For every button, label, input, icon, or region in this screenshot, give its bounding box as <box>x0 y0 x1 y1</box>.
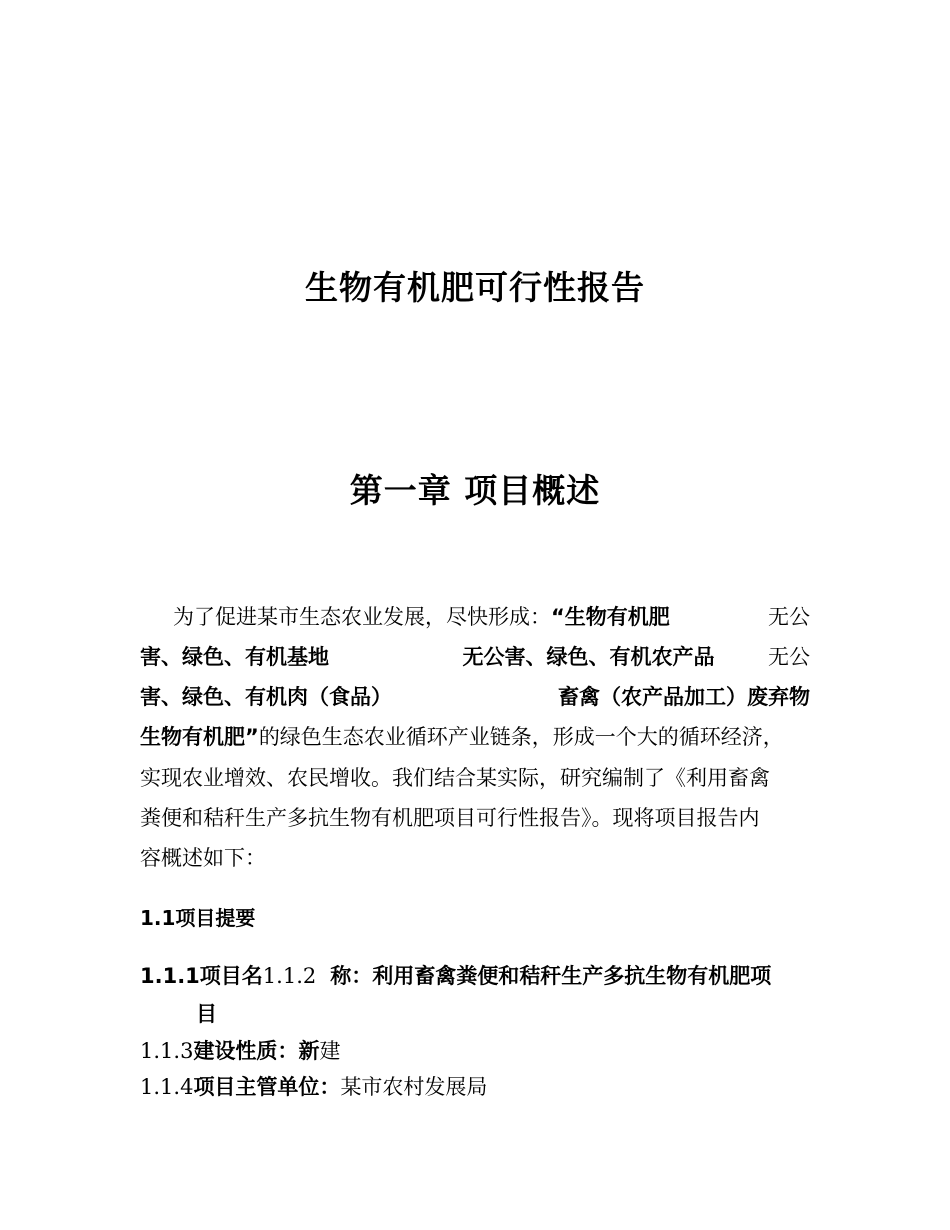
item-label: 称： <box>330 964 373 988</box>
item-label: 项目主管单位： <box>193 1075 341 1099</box>
intro-line-5: 实现农业增效、农民增收。我们结合某实际，研究编制了《利用畜禽 <box>140 766 770 790</box>
item-project-name-cont <box>196 999 217 1029</box>
intro-chain-text: 畜禽（农产品加工）废弃物 <box>558 685 810 709</box>
item-value: 新 <box>298 1039 320 1063</box>
item-value: 建 <box>319 1039 341 1063</box>
item-number: 1.1.2 <box>262 964 317 988</box>
intro-line-3 <box>140 682 810 712</box>
item-label: 建设性质： <box>193 1039 299 1063</box>
chapter-title: 第一章 项目概述 <box>349 471 601 510</box>
item-number: 1.1.3 <box>140 1039 194 1063</box>
intro-chain-text: 无公 <box>768 645 810 669</box>
item-value: 目 <box>196 1002 217 1026</box>
item-authority <box>140 1072 487 1102</box>
intro-chain-text: 害、绿色、有机肉（食品） <box>140 685 392 709</box>
item-number: 1.1.4 <box>140 1075 194 1099</box>
section-heading-text: 1.1项目提要 <box>140 906 256 930</box>
intro-text: 为了促进某市生态农业发展，尽快形成： <box>173 605 551 629</box>
intro-line-7: 容概述如下： <box>140 846 266 870</box>
intro-line-1 <box>140 602 810 632</box>
item-label: 项目名 <box>199 964 263 988</box>
intro-chain-text: 无公 <box>768 605 810 629</box>
intro-line-4 <box>140 722 784 752</box>
item-number: 1.1.1 <box>140 964 200 988</box>
item-project-name <box>140 961 771 991</box>
intro-chain-text: 害、绿色、有机基地 <box>140 645 329 669</box>
document-title: 生物有机肥可行性报告 <box>305 268 645 307</box>
intro-chain-text: “生物有机肥 <box>551 605 670 629</box>
intro-line-6: 粪便和秸秆生产多抗生物有机肥项目可行性报告》。现将项目报告内 <box>140 806 760 830</box>
item-value: 某市农村发展局 <box>340 1075 488 1099</box>
item-construction-type <box>140 1036 340 1066</box>
intro-chain-text: 无公害、绿色、有机农产品 <box>462 645 715 669</box>
item-value: 利用畜禽粪便和秸秆生产多抗生物有机肥项 <box>372 964 772 988</box>
intro-chain-text: 生物有机肥” <box>140 725 259 749</box>
intro-text: 的绿色生态农业循环产业链条，形成一个大的循环经济， <box>258 725 784 749</box>
intro-line-2 <box>140 642 810 672</box>
